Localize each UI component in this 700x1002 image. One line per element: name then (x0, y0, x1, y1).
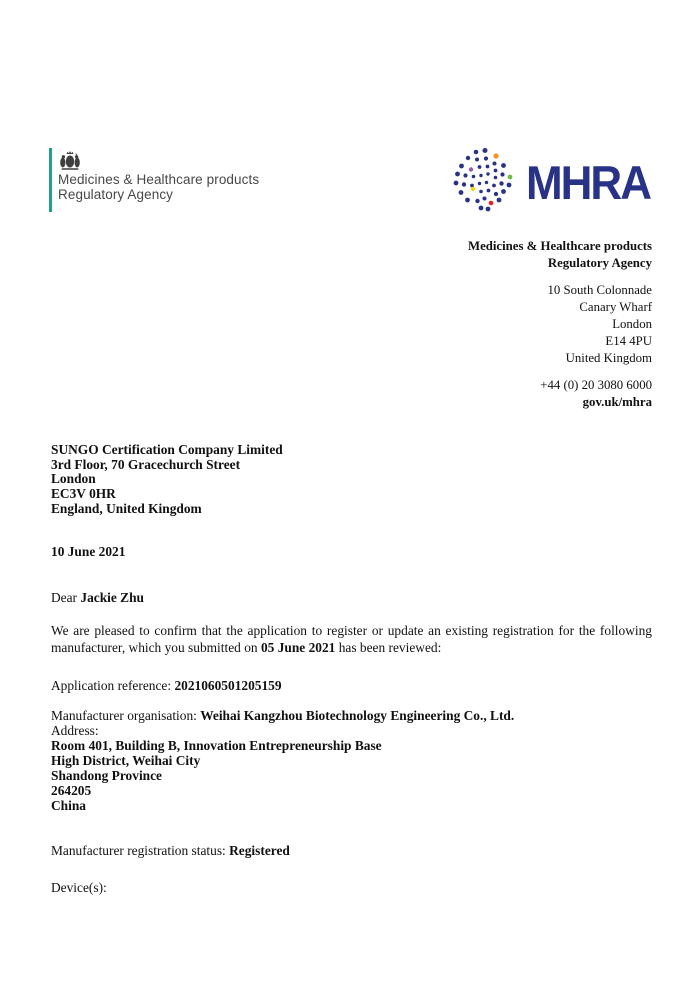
sender-address-line: London (612, 317, 652, 331)
recipient-address-block (51, 443, 283, 517)
address-label: Address: (51, 723, 99, 738)
sender-address-line: 10 South Colonnade (547, 283, 652, 297)
sender-org-line2: Regulatory Agency (547, 256, 652, 270)
salutation (51, 590, 652, 605)
gov-agency-logo (49, 148, 288, 212)
gov-logo-line1: Medicines & Healthcare products (58, 172, 260, 187)
application-reference-value: 2021060501205159 (174, 678, 282, 693)
manufacturer-address-line: Shandong Province (51, 768, 162, 783)
manufacturer-address-line: China (51, 798, 86, 813)
recipient-line: 3rd Floor, 70 Gracechurch Street (51, 456, 241, 472)
letter-date: 10 June 2021 (51, 544, 126, 559)
recipient-line: England, United Kingdom (51, 500, 202, 516)
mhra-wordmark: MHRA (526, 156, 650, 210)
manufacturer-block (51, 708, 652, 813)
body-paragraph (51, 623, 652, 656)
manufacturer-value: Weihai Kangzhou Biotechnology Engineering Co., Ltd. (200, 708, 515, 723)
manufacturer-organisation (51, 708, 652, 723)
registration-status-label: Manufacturer registration status: (51, 843, 230, 858)
sender-phone: +44 (0) 20 3080 6000 (540, 378, 652, 392)
recipient-line: SUNGO Certification Company Limited (51, 442, 283, 457)
sender-contact (392, 377, 652, 411)
sender-org-line1: Medicines & Healthcare products (468, 239, 652, 253)
sender-address-line: Canary Wharf (579, 300, 652, 314)
manufacturer-address-line: Room 401, Building B, Innovation Entrepreneurship Base (51, 738, 382, 753)
sender-address-block (392, 238, 652, 411)
registration-status (51, 843, 652, 858)
sender-address-line: E14 4PU (605, 334, 652, 348)
manufacturer-address-line: 264205 (51, 783, 92, 798)
salutation-name: Jackie Zhu (80, 590, 144, 605)
manufacturer-label: Manufacturer organisation: (51, 708, 201, 723)
recipient-line: London (51, 471, 96, 487)
registration-status-value: Registered (229, 843, 290, 858)
letter-body (51, 544, 652, 895)
gov-logo-line2: Regulatory Agency (58, 186, 174, 202)
body-text-2: has been reviewed: (335, 639, 442, 655)
royal-crest-icon (58, 150, 82, 172)
application-reference-label: Application reference: (51, 678, 175, 693)
mhra-dots-icon (452, 146, 522, 216)
devices-label: Device(s): (51, 880, 107, 895)
mhra-logo (452, 146, 652, 216)
recipient-line: EC3V 0HR (51, 486, 116, 502)
sender-postal-address (392, 282, 652, 367)
body-text-1: We are pleased to confirm that the application to register or update an existing registration for the following manufacturer, which you submitted on (51, 623, 652, 655)
sender-address-line: United Kingdom (565, 351, 652, 365)
salutation-prefix: Dear (51, 590, 81, 605)
manufacturer-address-line: High District, Weihai City (51, 753, 201, 768)
application-reference (51, 678, 652, 693)
sender-website: gov.uk/mhra (582, 395, 652, 409)
body-submission-date: 05 June 2021 (260, 639, 336, 655)
